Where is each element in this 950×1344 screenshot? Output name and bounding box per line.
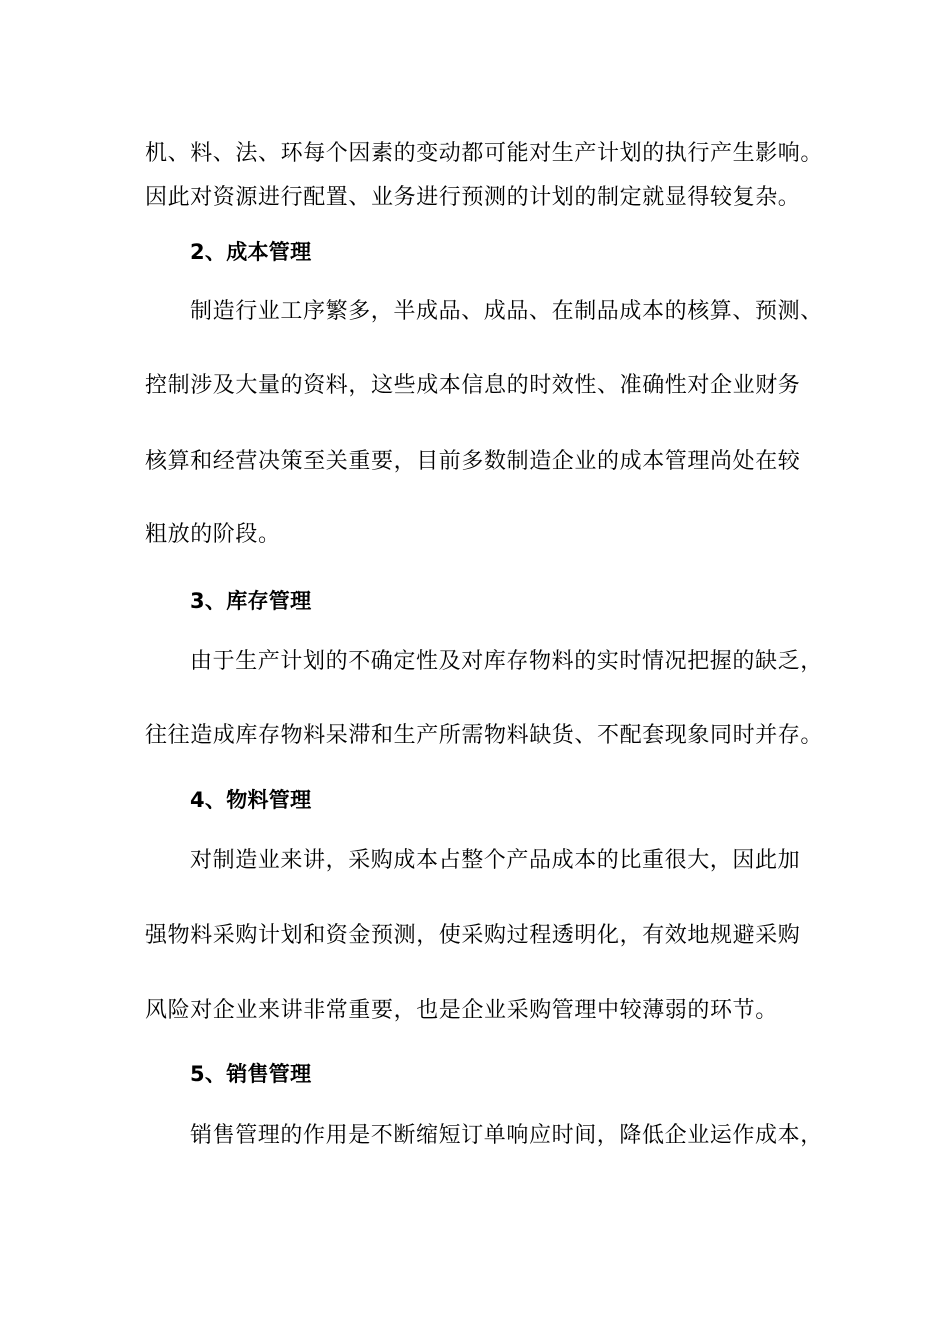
body-text-line: 风险对企业来讲非常重要，也是企业采购管理中较薄弱的环节。 (145, 998, 778, 1023)
body-text-line: 销售管理的作用是不断缩短订单响应时间，降低企业运作成本， (190, 1123, 823, 1148)
section-heading: 4、物料管理 (190, 788, 312, 812)
body-text-line: 对制造业来讲，采购成本占整个产品成本的比重很大，因此加 (190, 848, 801, 873)
body-text-line: 因此对资源进行配置、业务进行预测的计划的制定就显得较复杂。 (145, 185, 801, 210)
body-text-line: 由于生产计划的不确定性及对库存物料的实时情况把握的缺乏， (190, 649, 823, 674)
body-text-line: 粗放的阶段。 (145, 522, 281, 547)
section-heading: 2、成本管理 (190, 240, 312, 264)
body-text-line: 制造行业工序繁多，半成品、成品、在制品成本的核算、预测、 (190, 299, 823, 324)
body-text-line: 控制涉及大量的资料，这些成本信息的时效性、准确性对企业财务 (145, 373, 801, 398)
section-heading: 3、库存管理 (190, 589, 312, 613)
body-text-line: 机、料、法、环每个因素的变动都可能对生产计划的执行产生影响。 (145, 141, 824, 166)
body-text-line: 强物料采购计划和资金预测，使采购过程透明化，有效地规避采购 (145, 923, 801, 948)
body-text-line: 核算和经营决策至关重要，目前多数制造企业的成本管理尚处在较 (145, 449, 801, 474)
section-heading: 5、销售管理 (190, 1062, 312, 1086)
body-text-line: 往往造成库存物料呆滞和生产所需物料缺货、不配套现象同时并存。 (145, 723, 824, 748)
